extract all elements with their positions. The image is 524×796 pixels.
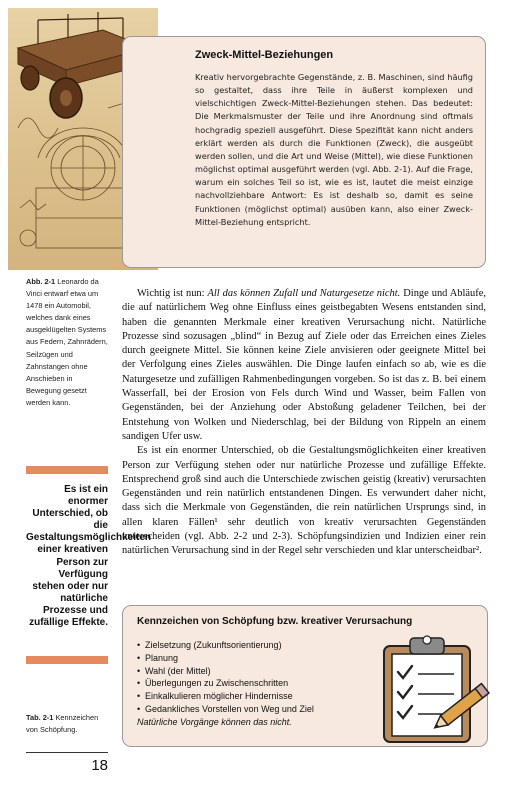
figure-caption-text: Leonardo da Vinci entwarf etwa um 1478 ein Automobil, welches dank eines ausgeklügelten Systems aus Federn, Zahnrädern, Seilzügen und Zahnstangen ohne Anschieben in Bewegung gesetzt werden kann.	[26, 277, 108, 407]
paragraph-1	[122, 287, 486, 444]
table-caption-text: Kennzeichen von Schöpfung.	[26, 713, 99, 735]
criteria-list-item: • Einkalkulieren möglicher Hindernisse	[137, 691, 293, 702]
criteria-list-item: • Gedankliches Vorstellen von Weg und Ziel	[137, 703, 314, 714]
paragraph-1-rest: Dinge und Abläufe, die auf natürlichem Weg ohne Einfluss eines geistbegabten Wesens entstanden sind, haben die genannten Merkmale einer kreativen Verursachung nicht. Natürliche Prozesse sind sozusagen „blind“ in Bezug auf Ziele oder das Erreichen eines Zieles durch geeignete Mittel. Sie können keine Ziele anvisieren oder geeignete Mittel bei der Verfolgung eines Zieles auswählen. Die Dinge laufen einfach so ab, wie es die Naturgesetze und zufälligen Rahmenbedingungen vorgeben. So ist das z. B. bei einem Wasserfall, bei der Erosion von Fels durch Wind und Wasser, beim Fallen von Gegenständen, bei der Anziehung oder Abstoßung geladener Teilchen, bei der Entstehung von Wolken und Niederschlag, bei der Bildung von Rippeln an einem sandigen Ufer usw.	[122, 288, 486, 442]
figure-caption-label: Abb. 2-1	[26, 277, 56, 286]
paragraph-1-emphasis: All das können Zufall und Naturgesetze nicht.	[207, 288, 401, 299]
figure-caption	[26, 276, 108, 409]
page-number: 18	[91, 757, 108, 774]
purpose-means-info-box	[122, 36, 486, 268]
table-caption-label: Tab. 2-1	[26, 713, 54, 722]
paragraph-1-lead: Wichtig ist nun:	[137, 288, 208, 299]
criteria-list-item: • Wahl (der Mittel)	[137, 665, 211, 676]
bullet-icon: •	[137, 665, 141, 676]
criteria-list-item: • Planung	[137, 652, 179, 663]
main-body-text	[122, 287, 486, 559]
bullet-icon: •	[137, 652, 141, 663]
criteria-box-title: Kennzeichen von Schöpfung bzw. kreativer Verursachung	[137, 616, 413, 627]
bullet-icon: •	[137, 640, 141, 650]
criteria-list-item: • Überlegungen zu Zwischenschritten	[137, 678, 289, 689]
quote-top-rule	[26, 466, 108, 474]
criteria-box-closing: Natürliche Vorgänge können das nicht.	[137, 716, 292, 727]
criteria-list-item: • Zielsetzung (Zukunftsorientierung)	[137, 640, 282, 650]
info-box-text: Kreativ hervorgebrachte Gegenstände, z. B. Maschinen, sind häufig so gestaltet, dass ihre Teile in äußerst komplexen und vielschichtigen Zweck-Mittel-Beziehungen stehen. Das bedeutet: Die Merkmalsmuster der Teile und ihre Anordnung sind oftmals hochgradig speziell ausgeführt. Diese Spezifität kann nicht anders erklärt werden als durch die Funktionen (Zweck), die ausgeübt werden sollen, und die Art und Weise (Mittel), wie diese Funktionen möglichst optimal ausgeführt werden (vgl. Abb. 2-1). Auf die Frage, warum ein solches Teil so ist, wie es ist, lautet die meist einzige nachvollziehbare Antwort: Es ist deshalb so, damit es seine Funktionen (möglichst optimal) ausüben kann, also einer Zweck-Mittel-Beziehung entspricht.	[195, 72, 473, 227]
bullet-icon: •	[137, 703, 141, 714]
footer-rule	[26, 752, 108, 753]
margin-quote: Es ist ein enormer Unterschied, ob die Gestaltungsmöglichkeiten einer kreativen Person zur Verfügung stehen oder nur natürliche Prozesse und zufällige Effekte.	[26, 484, 152, 629]
bullet-icon: •	[137, 691, 141, 702]
clipboard-checklist-icon	[374, 628, 494, 746]
bullet-icon: •	[137, 678, 141, 689]
info-box-title: Zweck-Mittel-Beziehungen	[195, 49, 334, 61]
quote-bottom-rule	[26, 656, 108, 664]
paragraph-2: Es ist ein enormer Unterschied, ob die Gestaltungsmöglichkeiten einer kreativen Person zur Verfügung stehen oder nur natürliche Prozesse und zufällige Effekte. Entsprechend groß sind auch die Unterschiede zwischen geistig (kreativ) verursachten Gegenständen und rein natürlich entstandenen Dingen. Es verwundert daher nicht, dass sich die Merkmale von Gegenständen, die rein natürlichen Ursprungs sind, in allen klaren Fällen¹ sehr deutlich von kreativ verursachten Gegenständen unterscheiden (vgl. Abb. 2-2 und 2-3). Schöpfungsindizien und Indizien einer rein natürlichen Verursachung sind in der Regel sehr verschieden und klar unterscheidbar².	[122, 445, 486, 557]
table-caption	[26, 712, 110, 736]
